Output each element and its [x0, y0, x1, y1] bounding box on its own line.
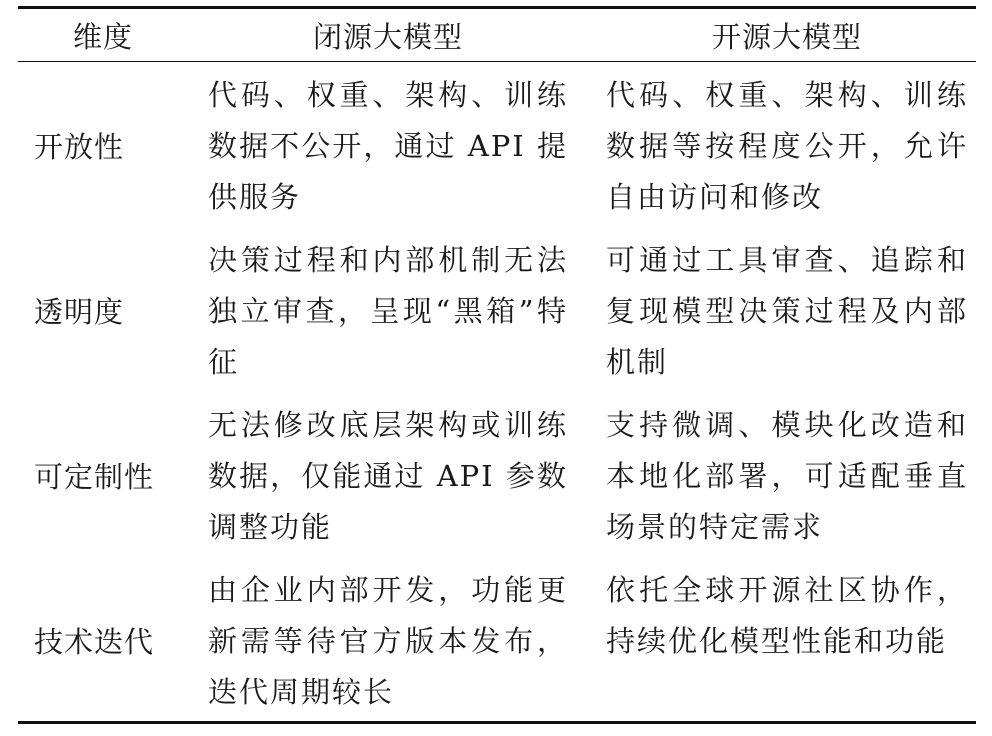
- row-closed-cell: 决策过程和内部机制无法独立审查，呈现“黑箱”特征: [208, 243, 568, 379]
- header-open-source: 开源大模型: [711, 19, 862, 54]
- row-closed-cell: 由企业内部开发，功能更新需等待官方版本发布，迭代周期较长: [208, 573, 568, 709]
- row-open-cell: 代码、权重、架构、训练数据等按程度公开，允许自由访问和修改: [606, 78, 968, 214]
- comparison-table: [18, 0, 976, 736]
- row-open-cell: 依托全球开源社区协作，持续优化模型性能和功能: [606, 573, 968, 658]
- table-top-rule: [18, 6, 976, 9]
- table-row-customizability: [18, 392, 976, 558]
- row-closed-cell: 无法修改底层架构或训练数据，仅能通过 API 参数调整功能: [208, 408, 568, 544]
- header-dimension: 维度: [72, 19, 133, 54]
- table-row-transparency: [18, 227, 976, 393]
- row-open-cell: 可通过工具审查、追踪和复现模型决策过程及内部机制: [606, 243, 968, 379]
- header-closed-source: 闭源大模型: [312, 19, 463, 54]
- table-bottom-rule: [18, 721, 976, 724]
- row-dimension: 透明度: [34, 294, 125, 329]
- row-dimension: 可定制性: [34, 459, 155, 494]
- table-row-iteration: [18, 557, 976, 723]
- row-closed-cell: 代码、权重、架构、训练数据不公开，通过 API 提供服务: [208, 78, 568, 214]
- row-dimension: 开放性: [34, 129, 125, 164]
- row-open-cell: 支持微调、模块化改造和本地化部署，可适配垂直场景的特定需求: [606, 408, 968, 544]
- table-row-openness: [18, 62, 976, 228]
- row-dimension: 技术迭代: [34, 624, 155, 659]
